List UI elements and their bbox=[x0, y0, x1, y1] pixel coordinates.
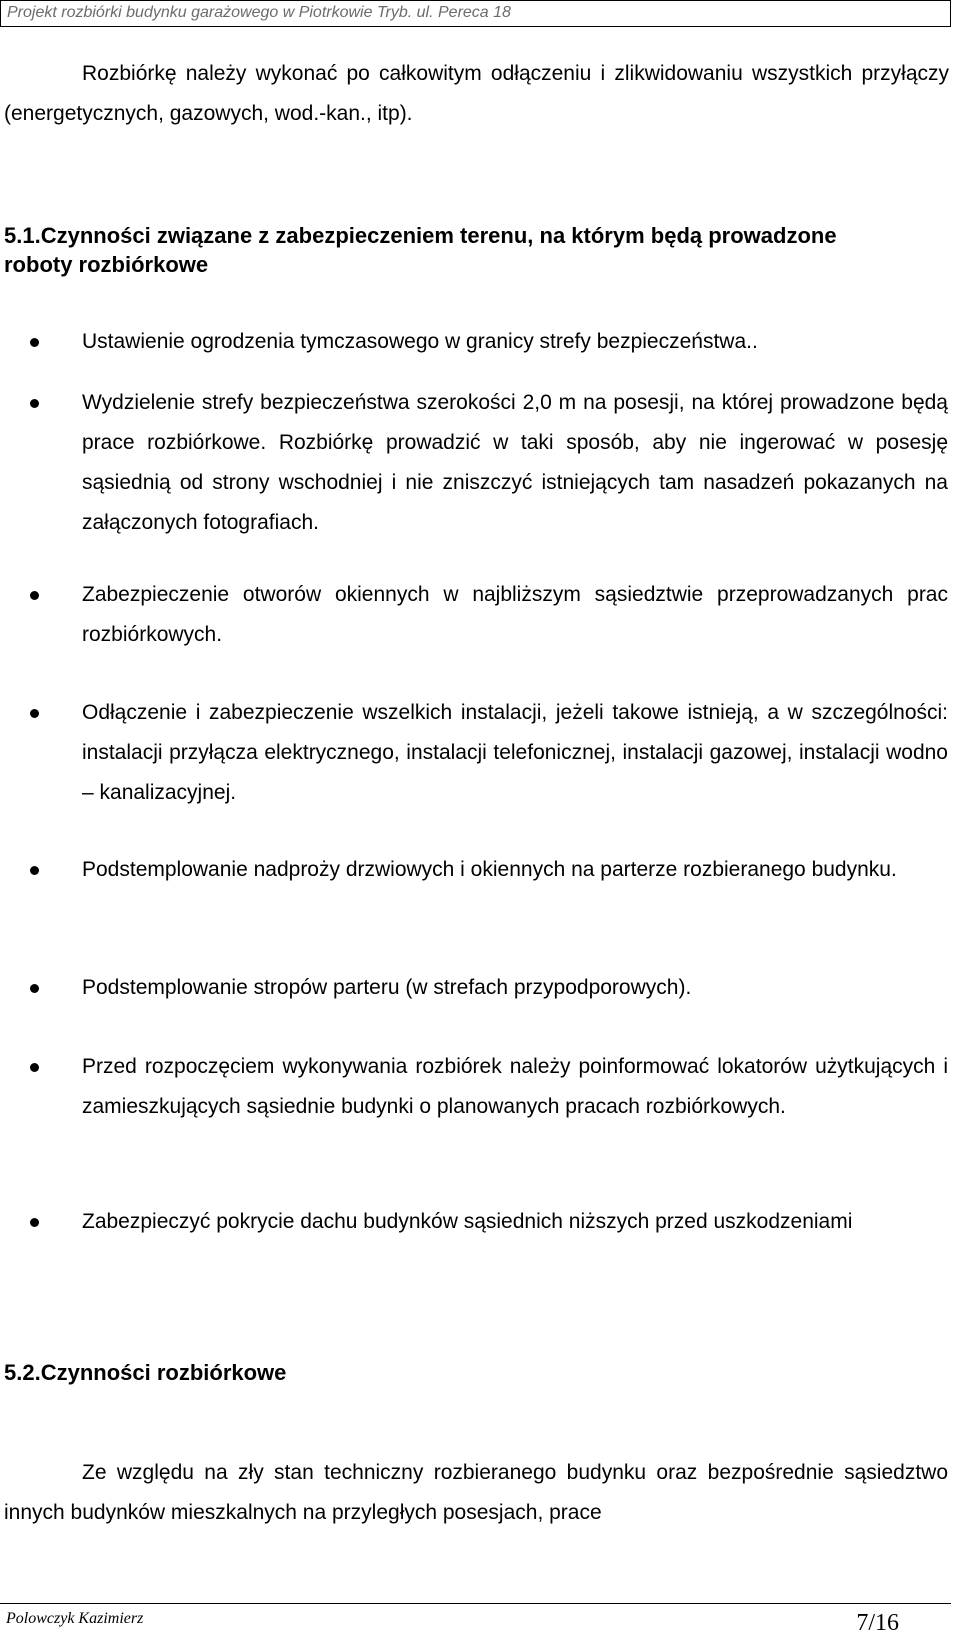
bullet-icon bbox=[30, 591, 39, 600]
page-header bbox=[0, 0, 951, 27]
list-item-text: Odłączenie i zabezpieczenie wszelkich instalacji, jeżeli takowe istnieją, a w szczególności: instalacji przyłącza elektrycznego, instalacji telefonicznej, instalacji gazowej, instalacji wodno – kanalizacyjnej. bbox=[82, 701, 948, 804]
footer-author: Polowczyk Kazimierz bbox=[6, 1610, 144, 1627]
list-item-text: Przed rozpoczęciem wykonywania rozbiórek należy poinformować lokatorów użytkujących i zamieszkujących sąsiednie budynki o planowanych pracach rozbiórkowych. bbox=[82, 1055, 948, 1118]
list-item-text: Podstemplowanie stropów parteru (w strefach przypodporowych). bbox=[82, 976, 692, 999]
intro-paragraph: Rozbiórkę należy wykonać po całkowitym odłączeniu i zlikwidowaniu wszystkich przyłączy (energetycznych, gazowych, wod.-kan., itp). bbox=[4, 62, 949, 125]
bullet-icon bbox=[30, 1063, 39, 1072]
bullet-icon bbox=[30, 338, 39, 347]
section-paragraph: Ze względu na zły stan techniczny rozbieranego budynku oraz bezpośrednie sąsiedztwo innych budynków mieszkalnych na przyległych posesjach, prace bbox=[4, 1461, 948, 1524]
header-title: Projekt rozbiórki budynku garażowego w Piotrkowie Tryb. ul. Pereca 18 bbox=[7, 4, 511, 21]
list-item-text: Podstemplowanie nadproży drzwiowych i okiennych na parterze rozbieranego budynku. bbox=[82, 858, 897, 881]
bullet-icon bbox=[30, 709, 39, 718]
section-heading-5-1: 5.1.Czynności związane z zabezpieczeniem terenu, na którym będą prowadzone roboty rozbiórkowe bbox=[4, 223, 837, 277]
bullet-icon bbox=[30, 984, 39, 993]
bullet-icon bbox=[30, 1218, 39, 1227]
bullet-icon bbox=[30, 866, 39, 875]
list-item-text: Zabezpieczyć pokrycie dachu budynków sąsiednich niższych przed uszkodzeniami bbox=[82, 1210, 853, 1233]
list-item-text: Zabezpieczenie otworów okiennych w najbliższym sąsiedztwie przeprowadzanych prac rozbiórkowych. bbox=[82, 583, 948, 646]
list-item-text: Ustawienie ogrodzenia tymczasowego w granicy strefy bezpieczeństwa.. bbox=[82, 330, 758, 353]
list-item-text: Wydzielenie strefy bezpieczeństwa szerokości 2,0 m na posesji, na której prowadzone będą prace rozbiórkowe. Rozbiórkę prowadzić w taki sposób, aby nie ingerować w posesję sąsiednią od strony wschodniej i nie zniszczyć istniejących tam nasadzeń pokazanych na załączonych fotografiach. bbox=[82, 391, 948, 534]
page-number: 7/16 bbox=[856, 1610, 899, 1636]
section-heading-5-2: 5.2.Czynności rozbiórkowe bbox=[4, 1360, 287, 1385]
page-footer bbox=[0, 1603, 951, 1637]
bullet-icon bbox=[30, 399, 39, 408]
